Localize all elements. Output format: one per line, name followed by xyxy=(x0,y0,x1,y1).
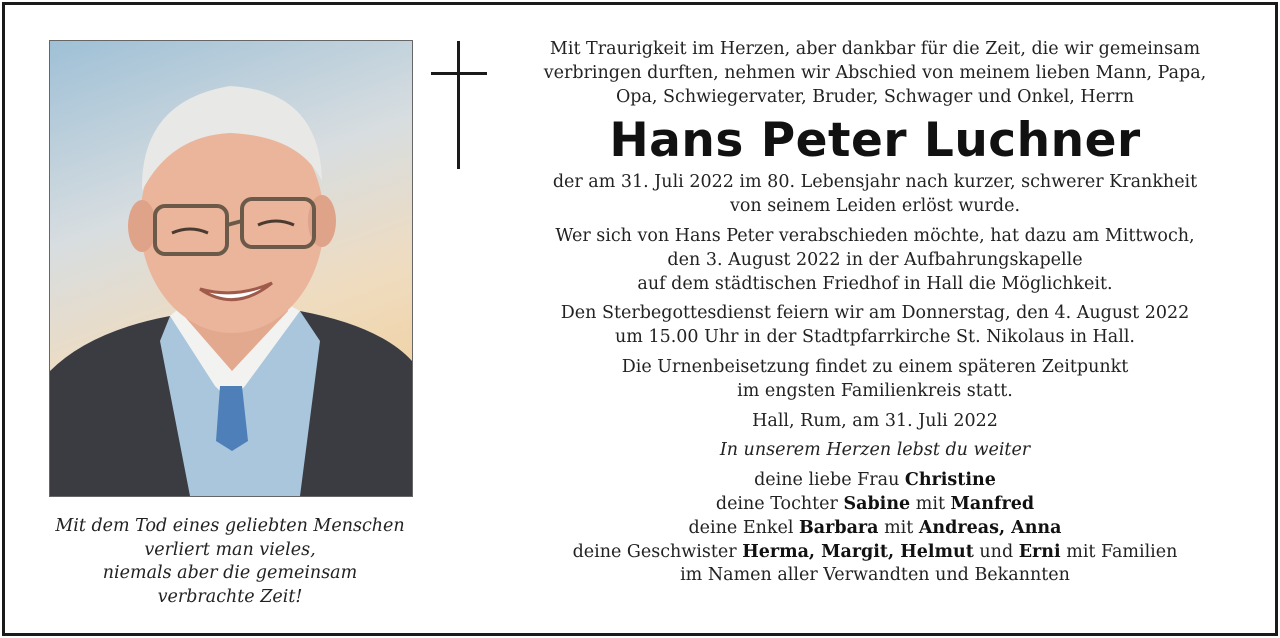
family-prefix: deine Enkel xyxy=(688,517,799,538)
cross-icon xyxy=(431,41,487,169)
quote-line: verbrachte Zeit! xyxy=(157,586,303,607)
quote-line: niemals aber die gemeinsam xyxy=(102,563,358,583)
family-closing: im Namen aller Verwandten und Bekannten xyxy=(680,565,1070,586)
viewing-line: Wer sich von Hans Peter verabschieden möchte, hat dazu am Mittwoch, xyxy=(555,225,1195,246)
family-name: Andreas, Anna xyxy=(918,517,1062,538)
motto: In unserem Herzen lebst du weiter xyxy=(719,440,1031,461)
family-connector: mit xyxy=(910,493,951,514)
family-name: Erni xyxy=(1018,541,1061,562)
death-line: von seinem Leiden erlöst wurde. xyxy=(729,196,1021,217)
family-daughter xyxy=(495,493,1255,517)
family-name: Sabine xyxy=(843,493,911,514)
family-suffix: mit Familien xyxy=(1060,541,1178,562)
mass-line: um 15.00 Uhr in der Stadtpfarrkirche St. Nikolaus in Hall. xyxy=(615,327,1135,348)
obituary-card xyxy=(2,2,1278,636)
portrait-photo xyxy=(49,40,413,497)
mass-line: Den Sterbegottesdienst feiern wir am Donnerstag, den 4. August 2022 xyxy=(560,303,1190,324)
family-connector: und xyxy=(973,541,1019,562)
family-name: Christine xyxy=(904,470,996,491)
quote-line: verliert man vieles, xyxy=(144,539,316,560)
viewing-line: auf dem städtischen Friedhof in Hall die Möglichkeit. xyxy=(637,273,1113,294)
intro-line: Mit Traurigkeit im Herzen, aber dankbar für die Zeit, die wir gemeinsam xyxy=(549,39,1201,59)
family-wife xyxy=(495,469,1255,493)
obituary-text xyxy=(495,38,1255,588)
viewing-line: den 3. August 2022 in der Aufbahrungskapelle xyxy=(667,249,1083,270)
family-name: Barbara xyxy=(799,517,879,538)
family-connector: mit xyxy=(878,517,919,538)
quote-line: Mit dem Tod eines geliebten Menschen xyxy=(55,516,405,536)
family-name: Herma, Margit, Helmut xyxy=(742,541,974,562)
death-line: der am 31. Juli 2022 im 80. Lebensjahr nach kurzer, schwerer Krankheit xyxy=(552,172,1198,193)
memorial-quote xyxy=(25,515,435,609)
burial-line: Die Urnenbeisetzung findet zu einem späteren Zeitpunkt xyxy=(621,356,1129,377)
intro-line: verbringen durften, nehmen wir Abschied von meinem lieben Mann, Papa, xyxy=(543,62,1207,83)
deceased-name: Hans Peter Luchner xyxy=(609,113,1141,169)
intro-line: Opa, Schwiegervater, Bruder, Schwager und Onkel, Herrn xyxy=(615,86,1135,107)
family-grandchildren xyxy=(495,517,1255,541)
family-prefix: deine Geschwister xyxy=(572,541,743,562)
place-date: Hall, Rum, am 31. Juli 2022 xyxy=(752,410,998,431)
family-prefix: deine liebe Frau xyxy=(754,470,905,491)
family-prefix: deine Tochter xyxy=(715,493,844,514)
family-name: Manfred xyxy=(950,493,1035,514)
family-siblings xyxy=(495,541,1255,565)
burial-line: im engsten Familienkreis statt. xyxy=(737,380,1013,401)
